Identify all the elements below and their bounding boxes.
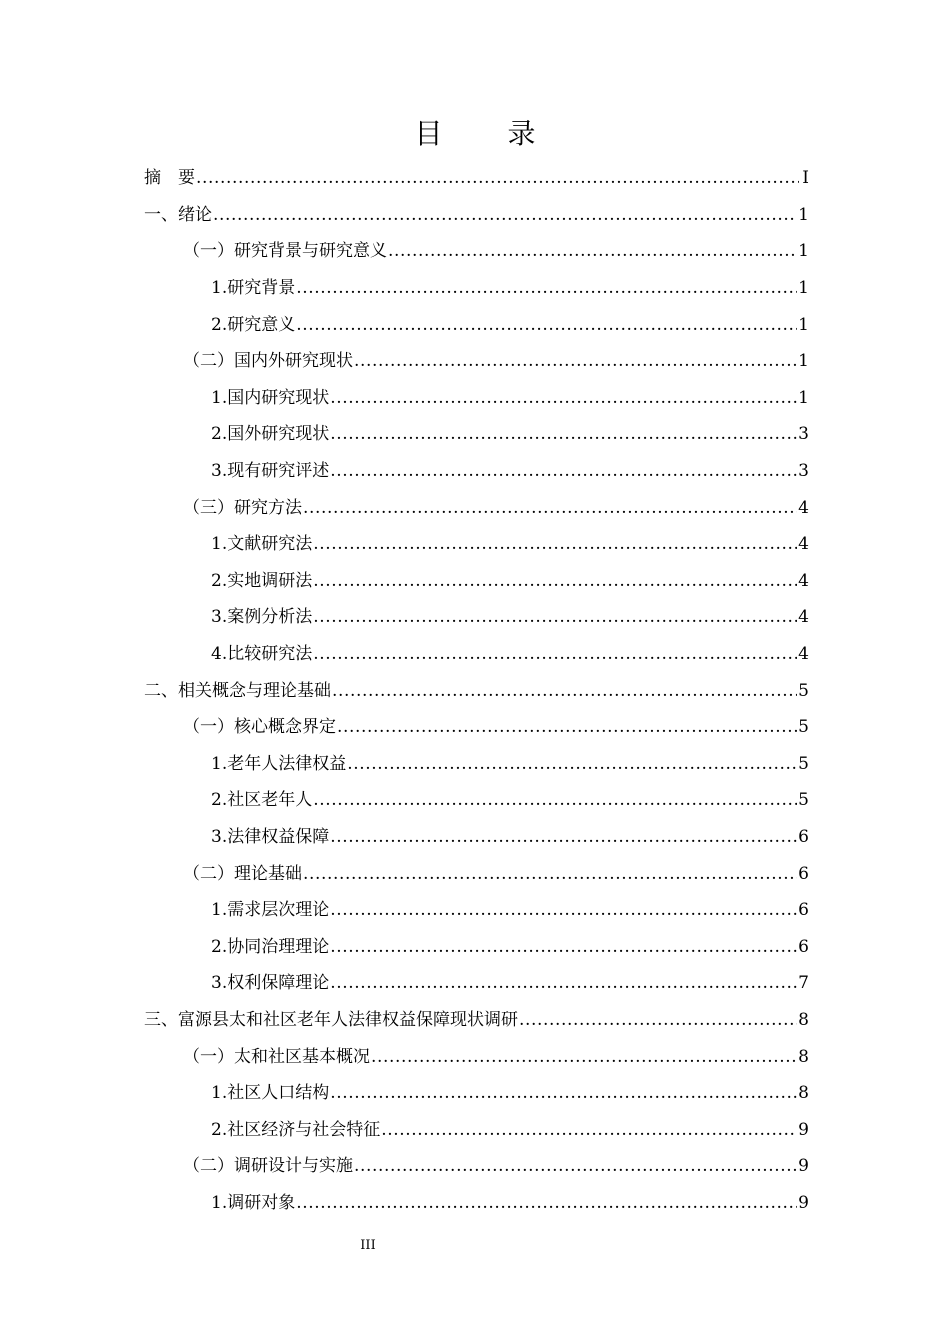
toc-dot-leader	[347, 753, 797, 775]
toc-entry-page: 9	[798, 1156, 809, 1177]
toc-dot-leader	[303, 863, 797, 885]
toc-entry[interactable]	[144, 380, 809, 417]
toc-entry-page: 1	[798, 278, 809, 299]
toc-entry[interactable]	[144, 746, 809, 783]
toc-dot-leader	[337, 716, 797, 738]
toc-entry[interactable]	[144, 672, 809, 709]
toc-entry[interactable]	[144, 1075, 809, 1112]
toc-entry[interactable]	[144, 489, 809, 526]
toc-entry-text: 3.权利保障理论	[211, 973, 330, 994]
toc-entry-text: （一）研究背景与研究意义	[183, 241, 387, 262]
toc-entry-page: 5	[798, 753, 809, 774]
toc-entry-page: 1	[798, 351, 809, 372]
toc-entry[interactable]	[144, 782, 809, 819]
toc-dot-leader	[296, 277, 797, 299]
toc-entry-page: 4	[798, 607, 809, 628]
toc-entry-page: 8	[798, 1009, 809, 1030]
toc-entry[interactable]	[144, 197, 809, 234]
page-number: III	[360, 1238, 376, 1253]
toc-entry-page: 7	[798, 973, 809, 994]
toc-entry[interactable]	[144, 709, 809, 746]
toc-dot-leader	[330, 826, 797, 848]
toc-dot-leader	[313, 570, 797, 592]
toc-dot-leader	[330, 936, 797, 958]
toc-entry[interactable]	[144, 233, 809, 270]
toc-entry-page: 1	[798, 314, 809, 335]
toc-list	[144, 160, 809, 1221]
toc-entry-page: I	[802, 168, 809, 189]
toc-dot-leader	[330, 972, 797, 994]
toc-entry-text: 2.实地调研法	[211, 570, 313, 591]
toc-dot-leader	[313, 606, 797, 628]
toc-entry-page: 8	[798, 1046, 809, 1067]
toc-entry[interactable]	[144, 599, 809, 636]
toc-entry-text: （一）核心概念界定	[183, 717, 336, 738]
toc-dot-leader	[303, 497, 797, 519]
toc-entry-text: 2.协同治理理论	[211, 936, 330, 957]
toc-entry[interactable]	[144, 160, 809, 197]
toc-entry-text: （二）国内外研究现状	[183, 351, 353, 372]
toc-entry[interactable]	[144, 416, 809, 453]
toc-entry-text: （三）研究方法	[183, 497, 302, 518]
toc-entry[interactable]	[144, 855, 809, 892]
toc-entry[interactable]	[144, 819, 809, 856]
toc-entry-text: 1.老年人法律权益	[211, 753, 347, 774]
toc-dot-leader	[296, 1192, 797, 1214]
toc-entry-text: （二）理论基础	[183, 863, 302, 884]
toc-dot-leader	[330, 899, 797, 921]
toc-entry-page: 8	[798, 1083, 809, 1104]
toc-dot-leader	[330, 460, 797, 482]
toc-entry-text: 3.案例分析法	[211, 607, 313, 628]
toc-entry-page: 1	[798, 204, 809, 225]
toc-entry[interactable]	[144, 1148, 809, 1185]
toc-entry[interactable]	[144, 526, 809, 563]
toc-dot-leader	[381, 1119, 797, 1141]
toc-entry-page: 6	[798, 900, 809, 921]
toc-dot-leader	[332, 680, 797, 702]
toc-entry[interactable]	[144, 1111, 809, 1148]
toc-entry[interactable]	[144, 343, 809, 380]
toc-dot-leader	[354, 1155, 797, 1177]
toc-entry-page: 9	[798, 1119, 809, 1140]
toc-entry-text: 1.文献研究法	[211, 534, 313, 555]
toc-entry[interactable]	[144, 1038, 809, 1075]
toc-dot-leader	[313, 533, 797, 555]
toc-title: 目 录	[414, 117, 564, 150]
toc-entry-page: 3	[798, 424, 809, 445]
toc-entry[interactable]	[144, 1185, 809, 1222]
toc-entry-text: （二）调研设计与实施	[183, 1156, 353, 1177]
toc-entry-page: 1	[798, 241, 809, 262]
toc-entry-page: 1	[798, 387, 809, 408]
toc-dot-leader	[330, 387, 797, 409]
toc-entry-page: 3	[798, 461, 809, 482]
toc-dot-leader	[313, 643, 797, 665]
toc-entry[interactable]	[144, 563, 809, 600]
toc-entry-page: 6	[798, 826, 809, 847]
toc-dot-leader	[371, 1046, 797, 1068]
toc-entry-page: 4	[798, 534, 809, 555]
toc-entry-text: 2.国外研究现状	[211, 424, 330, 445]
toc-entry[interactable]	[144, 928, 809, 965]
toc-dot-leader	[213, 204, 797, 226]
toc-dot-leader	[330, 423, 797, 445]
toc-entry-page: 4	[798, 644, 809, 665]
toc-entry-text: 1.国内研究现状	[211, 387, 330, 408]
toc-entry-page: 5	[798, 680, 809, 701]
toc-entry-text: 3.法律权益保障	[211, 826, 330, 847]
toc-entry[interactable]	[144, 965, 809, 1002]
toc-entry[interactable]	[144, 453, 809, 490]
toc-entry-text: 4.比较研究法	[211, 644, 313, 665]
toc-dot-leader	[296, 314, 797, 336]
toc-entry-page: 6	[798, 936, 809, 957]
toc-entry-text: 2.社区经济与社会特征	[211, 1119, 381, 1140]
toc-entry-text: 2.社区老年人	[211, 790, 313, 811]
toc-entry[interactable]	[144, 270, 809, 307]
toc-dot-leader	[313, 789, 797, 811]
toc-entry-page: 9	[798, 1192, 809, 1213]
toc-entry-page: 6	[798, 863, 809, 884]
toc-entry[interactable]	[144, 892, 809, 929]
toc-entry-page: 4	[798, 497, 809, 518]
toc-entry-text: 1.需求层次理论	[211, 900, 330, 921]
toc-entry-page: 5	[798, 790, 809, 811]
toc-dot-leader	[388, 240, 797, 262]
toc-entry-text: 1.社区人口结构	[211, 1083, 330, 1104]
toc-dot-leader	[330, 1082, 797, 1104]
toc-dot-leader	[519, 1009, 797, 1031]
toc-entry-text: 摘 要	[144, 168, 195, 189]
toc-entry[interactable]	[144, 306, 809, 343]
toc-entry-text: 3.现有研究评述	[211, 461, 330, 482]
toc-dot-leader	[196, 167, 799, 189]
toc-entry-text: 一、绪论	[144, 204, 212, 225]
toc-entry[interactable]	[144, 1002, 809, 1039]
toc-entry-text: 2.研究意义	[211, 314, 296, 335]
toc-entry-page: 4	[798, 570, 809, 591]
toc-entry[interactable]	[144, 636, 809, 673]
toc-entry-text: 1.研究背景	[211, 278, 296, 299]
toc-entry-text: （一）太和社区基本概况	[183, 1046, 370, 1067]
toc-entry-page: 5	[798, 717, 809, 738]
toc-entry-text: 二、相关概念与理论基础	[144, 680, 331, 701]
toc-entry-text: 三、富源县太和社区老年人法律权益保障现状调研	[144, 1009, 518, 1030]
toc-dot-leader	[354, 350, 797, 372]
toc-entry-text: 1.调研对象	[211, 1192, 296, 1213]
